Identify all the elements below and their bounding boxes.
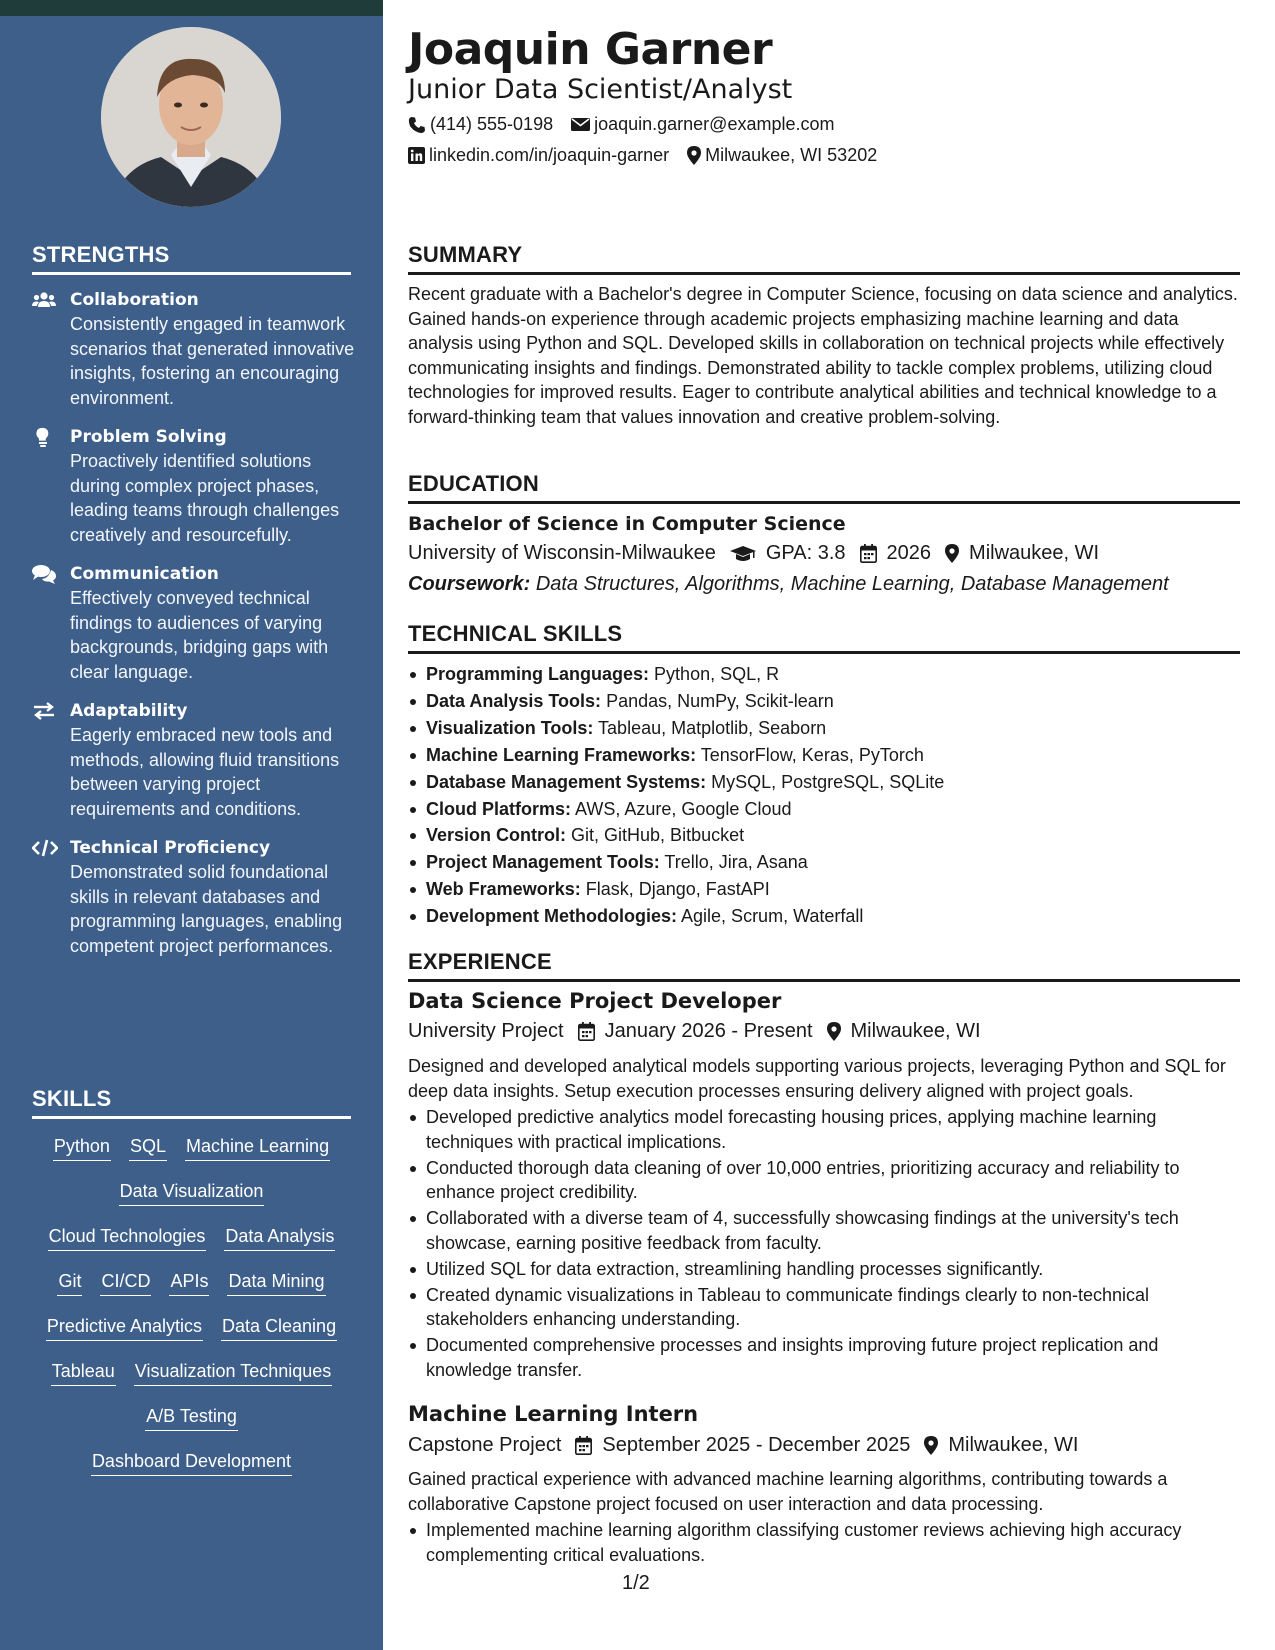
skill-value: Flask, Django, FastAPI: [585, 879, 770, 900]
candidate-name: Joaquin Garner: [408, 24, 773, 75]
strength-item: [32, 699, 357, 821]
profile-photo: [101, 27, 281, 207]
job-dates: [575, 1434, 910, 1457]
contact-phone: [408, 114, 553, 135]
sidebar: [0, 0, 383, 1650]
strengths-divider: [32, 272, 351, 275]
education-location: [945, 542, 1099, 565]
technical-skill-item: [408, 876, 1240, 903]
skill-value: Git, GitHub, Bitbucket: [571, 825, 745, 846]
strength-item: [32, 562, 357, 684]
school-text: University of Wisconsin-Milwaukee: [408, 542, 716, 564]
job-title: Machine Learning Intern: [408, 1402, 699, 1426]
job-bullet: Developed predictive analytics model forecasting housing prices, applying machine learning techniques with practical implications.: [408, 1105, 1240, 1154]
profile-photo-image: [101, 27, 281, 207]
lightbulb-icon: [32, 425, 70, 547]
calendar-icon: [575, 1436, 592, 1455]
skill-value: TensorFlow, Keras, PyTorch: [700, 744, 924, 765]
education-coursework: [408, 573, 1169, 596]
job-bullet: Implemented machine learning algorithm classifying customer reviews achieving high accuracy complementing critical evaluations.: [408, 1518, 1240, 1567]
job-org: [408, 1020, 564, 1043]
comments-icon: [32, 562, 70, 684]
calendar-icon: [578, 1022, 595, 1041]
experience-heading: EXPERIENCE: [408, 949, 552, 974]
year-text: 2026: [886, 542, 932, 564]
skill-label: Development Methodologies:: [426, 906, 678, 927]
job-meta: [408, 1434, 1092, 1457]
skills-heading: SKILLS: [32, 1086, 112, 1111]
job-org-text: University Project: [408, 1020, 564, 1042]
technical-skill-item: [408, 661, 1240, 688]
strength-title: Adaptability: [70, 701, 188, 721]
skill-chip: Visualization Techniques: [134, 1359, 332, 1386]
strength-description: Proactively identified solutions during complex project phases, leading teams through challenges creatively and resourcefully.: [70, 451, 340, 545]
job-org-text: Capstone Project: [408, 1434, 562, 1456]
gpa-text: GPA: 3.8: [765, 542, 846, 564]
skill-row: [32, 1134, 351, 1179]
skill-row: [32, 1359, 351, 1404]
experience-divider: [408, 979, 1240, 982]
job-title: Data Science Project Developer: [408, 989, 782, 1013]
skill-chip: Python: [53, 1134, 111, 1161]
education-degree: Bachelor of Science in Computer Science: [408, 513, 846, 535]
job-bullet: Utilized SQL for data extraction, streamlining handling processes significantly.: [408, 1257, 1240, 1282]
job-bullet: Collaborated with a diverse team of 4, successfully showcasing findings at the university's tech showcase, earning positive feedback from faculty.: [408, 1206, 1240, 1255]
skill-row: [32, 1404, 351, 1449]
technical-skill-item: [408, 903, 1240, 930]
skill-row: [32, 1179, 351, 1224]
skill-value: Pandas, NumPy, Scikit-learn: [606, 690, 834, 711]
linkedin-icon: [408, 147, 425, 164]
skill-label: Cloud Platforms:: [426, 798, 572, 819]
skill-chip: Machine Learning: [185, 1134, 330, 1161]
skill-value: Agile, Scrum, Waterfall: [681, 906, 864, 927]
skill-chip: CI/CD: [100, 1269, 151, 1296]
calendar-icon: [860, 544, 877, 563]
strength-description: Eagerly embraced new tools and methods, allowing fluid transitions between varying project requirements and conditions.: [70, 725, 340, 819]
contact-location: [687, 145, 877, 166]
skill-chip: Data Analysis: [224, 1224, 335, 1251]
skill-chip: Tableau: [51, 1359, 116, 1386]
coursework-label: Coursework:: [408, 573, 531, 595]
strengths-list: [32, 288, 357, 973]
skill-value: Trello, Jira, Asana: [664, 852, 808, 873]
job-org: [408, 1434, 561, 1457]
envelope-icon: [571, 117, 590, 132]
strength-description: Demonstrated solid foundational skills in relevant databases and programming languages, enabling competent project performances.: [70, 862, 343, 956]
linkedin-text: linkedin.com/in/joaquin-garner: [429, 145, 670, 165]
strength-title: Problem Solving: [70, 427, 227, 447]
technical-skill-item: [408, 796, 1240, 823]
technical-skill-item: [408, 742, 1240, 769]
skill-value: Tableau, Matplotlib, Seaborn: [598, 717, 827, 738]
skill-label: Machine Learning Frameworks:: [426, 744, 697, 765]
skill-label: Version Control:: [426, 825, 567, 846]
job-description: Designed and developed analytical models supporting various projects, leveraging Python and SQL for deep data insights. Setup execution processes ensuring delivery aligned with project goals.: [408, 1056, 1226, 1101]
job-location: [827, 1020, 981, 1043]
skill-row: [32, 1449, 351, 1494]
skill-chip: Dashboard Development: [91, 1449, 292, 1476]
education-school: [408, 542, 716, 565]
job-bullet: Created dynamic visualizations in Tableau to communicate findings clearly to non-technical stakeholders enhancing understanding.: [408, 1283, 1240, 1332]
technical-skill-item: [408, 849, 1240, 876]
technical-skill-item: [408, 715, 1240, 742]
job-dates-text: January 2026 - Present: [604, 1020, 813, 1042]
contact-linkedin[interactable]: [408, 145, 669, 166]
code-icon: [32, 836, 70, 958]
skill-chip: SQL: [129, 1134, 167, 1161]
strength-item: [32, 836, 357, 958]
contact-email[interactable]: [571, 114, 834, 135]
summary-text: Recent graduate with a Bachelor's degree in Computer Science, focusing on data science and analytics. Gained hands-on experience through academic projects emphasizing machine learning and data analysis using Python and SQL. Developed skills in collaboration on technical projects while effectively communicating insights and findings. Demonstrated ability to tackle complex problems, utilizing cloud technologies for improved results. Eager to contribute analytical abilities and technical knowledge to a forward-thinking team that values innovation and creative problem-solving.: [408, 284, 1238, 427]
skill-label: Web Frameworks:: [426, 879, 581, 900]
skills-divider: [32, 1116, 351, 1119]
skill-chip: Data Mining: [227, 1269, 325, 1296]
technical-skill-item: [408, 688, 1240, 715]
page-number: 1/2: [622, 1572, 650, 1594]
skill-label: Programming Languages:: [426, 664, 650, 684]
technical-skill-item: [408, 822, 1240, 849]
map-pin-icon: [945, 544, 959, 563]
strengths-heading: STRENGTHS: [32, 242, 170, 267]
skill-label: Data Analysis Tools:: [426, 690, 602, 711]
technical-skills-list: [408, 661, 1240, 930]
job-location-text: Milwaukee, WI: [948, 1434, 1079, 1456]
job-location: [924, 1434, 1078, 1457]
phone-text: (414) 555-0198: [430, 114, 554, 134]
strength-description: Effectively conveyed technical findings to audiences of varying backgrounds, bridging gaps with clear language.: [70, 588, 329, 682]
job-location-text: Milwaukee, WI: [850, 1020, 981, 1042]
skill-chip: Cloud Technologies: [48, 1224, 207, 1251]
job-dates: [578, 1020, 813, 1043]
skill-value: MySQL, PostgreSQL, SQLite: [711, 771, 945, 792]
strength-description: Consistently engaged in teamwork scenarios that generated innovative insights, fostering an encouraging environment.: [70, 314, 355, 408]
skill-row: [32, 1224, 351, 1269]
skill-value: Python, SQL, R: [654, 664, 780, 684]
skill-label: Database Management Systems:: [426, 771, 707, 792]
technical-skills-heading: TECHNICAL SKILLS: [408, 621, 623, 646]
skill-row: [32, 1314, 351, 1359]
job-bullet: Documented comprehensive processes and insights improving future project replication and knowledge transfer.: [408, 1333, 1240, 1382]
location-text: Milwaukee, WI 53202: [705, 145, 878, 165]
education-location-text: Milwaukee, WI: [969, 542, 1100, 564]
skill-label: Project Management Tools:: [426, 852, 660, 873]
strength-title: Technical Proficiency: [70, 838, 271, 858]
skill-row: [32, 1269, 351, 1314]
education-heading: EDUCATION: [408, 471, 539, 496]
job-description: Gained practical experience with advanced machine learning algorithms, contributing towards a collaborative Capstone project focused on user interaction and data processing.: [408, 1469, 1168, 1514]
strength-item: [32, 288, 357, 410]
skill-chip: Predictive Analytics: [46, 1314, 203, 1341]
skill-chip: Data Visualization: [119, 1179, 265, 1206]
map-pin-icon: [827, 1022, 841, 1041]
graduation-cap-icon: [730, 545, 756, 563]
job-dates-text: September 2025 - December 2025: [602, 1434, 911, 1456]
job-bullets: [408, 1105, 1240, 1384]
skill-value: AWS, Azure, Google Cloud: [575, 798, 792, 819]
technical-skills-divider: [408, 651, 1240, 654]
education-meta: [408, 542, 1113, 565]
phone-icon: [408, 116, 426, 134]
education-gpa: [730, 542, 846, 565]
summary-heading: SUMMARY: [408, 242, 523, 267]
job-bullets: [408, 1518, 1240, 1569]
skill-chip: APIs: [169, 1269, 209, 1296]
exchange-icon: [32, 699, 70, 821]
candidate-title: Junior Data Scientist/Analyst: [408, 74, 793, 105]
contact-row: [408, 145, 895, 166]
education-divider: [408, 501, 1240, 504]
email-text: joaquin.garner@example.com: [594, 114, 835, 134]
technical-skill-item: [408, 769, 1240, 796]
skill-chip: A/B Testing: [145, 1404, 238, 1431]
skill-chip: Data Cleaning: [221, 1314, 337, 1341]
users-icon: [32, 288, 70, 410]
map-pin-icon: [687, 146, 701, 165]
summary-divider: [408, 272, 1240, 275]
map-pin-icon: [924, 1436, 938, 1455]
skill-chip: Git: [57, 1269, 82, 1296]
skill-label: Visualization Tools:: [426, 717, 594, 738]
job-meta: [408, 1020, 995, 1043]
education-year: [860, 542, 932, 565]
strength-title: Collaboration: [70, 290, 199, 310]
skills-cloud: [32, 1134, 351, 1494]
sidebar-top-bar: [0, 0, 383, 16]
strength-title: Communication: [70, 564, 219, 584]
contact-row: [408, 114, 853, 135]
strength-item: [32, 425, 357, 547]
job-bullet: Conducted thorough data cleaning of over 10,000 entries, prioritizing accuracy and reliability to enhance project credibility.: [408, 1156, 1240, 1205]
coursework-text: Data Structures, Algorithms, Machine Learning, Database Management: [535, 573, 1169, 595]
